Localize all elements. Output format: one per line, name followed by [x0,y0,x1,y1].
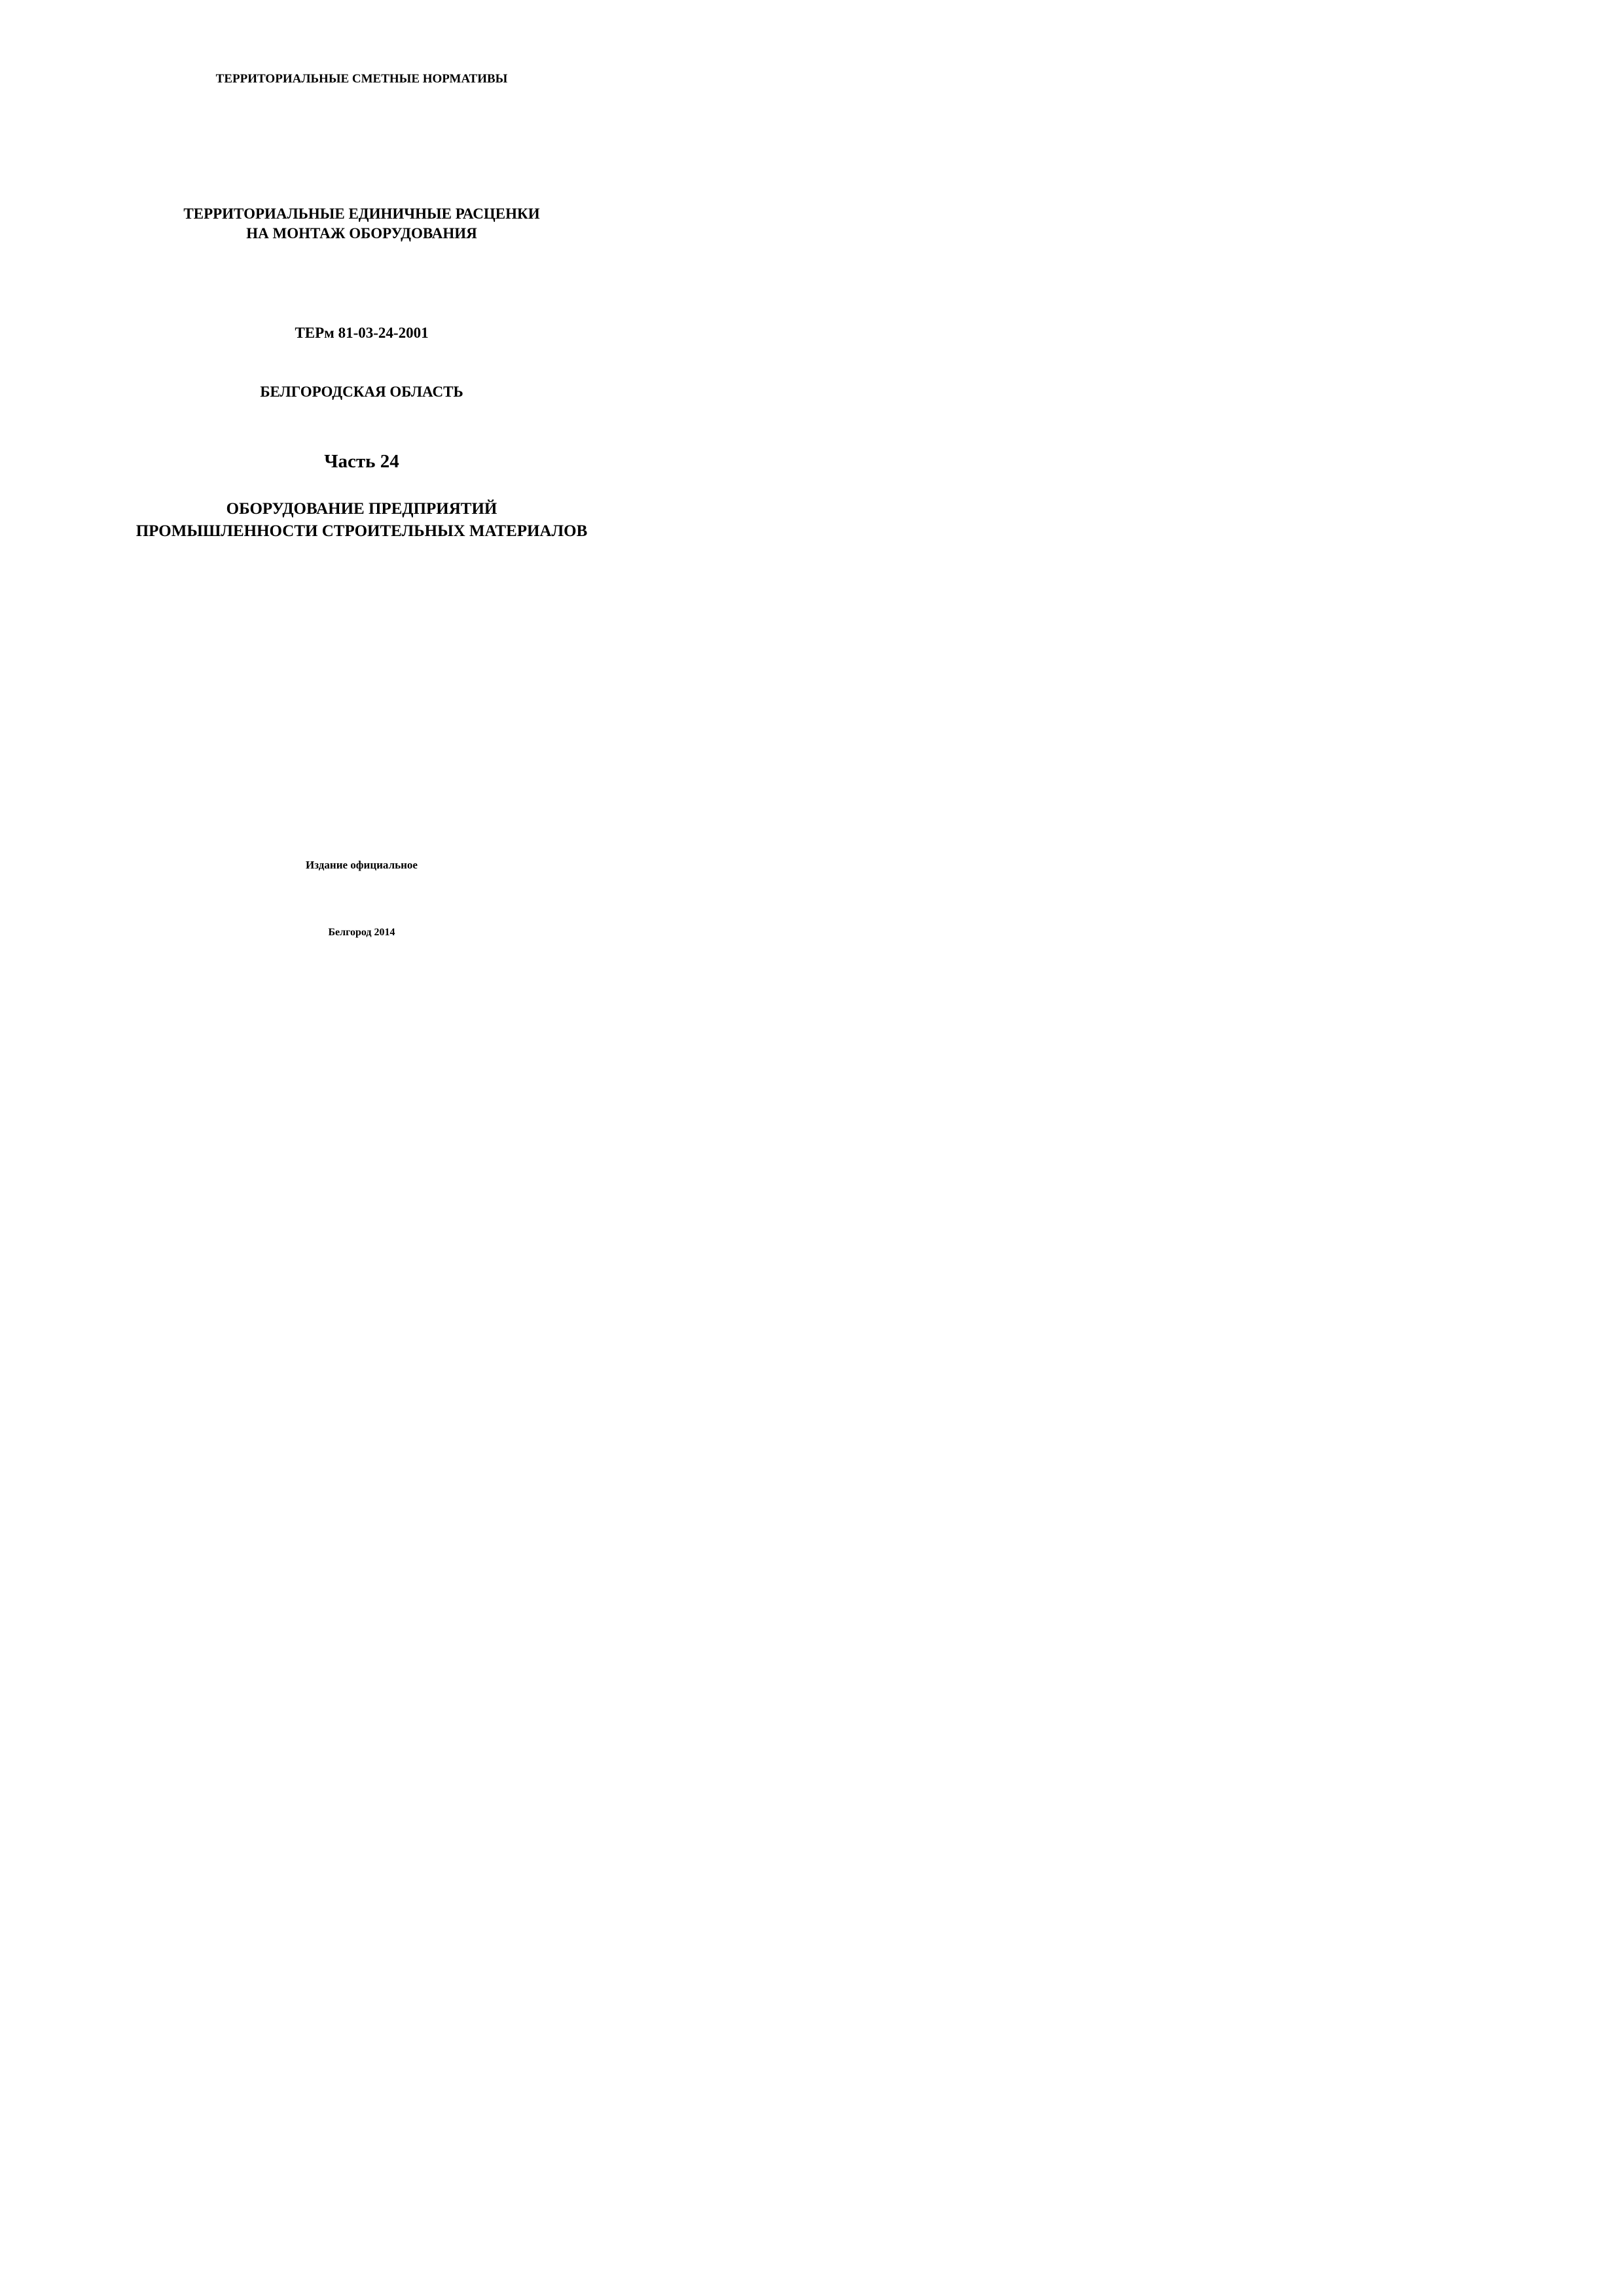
imprint-place-year: Белгород 2014 [328,927,395,938]
subject-title-line-1: ОБОРУДОВАНИЕ ПРЕДПРИЯТИЙ [226,500,497,518]
document-code: ТЕРм 81-03-24-2001 [295,325,429,341]
document-title-line-1: ТЕРРИТОРИАЛЬНЫЕ ЕДИНИЧНЫЕ РАСЦЕНКИ [183,206,540,222]
subject-title-line-2: ПРОМЫШЛЕННОСТИ СТРОИТЕЛЬНЫХ МАТЕРИАЛОВ [135,522,588,540]
region-heading: БЕЛГОРОДСКАЯ ОБЛАСТЬ [260,384,463,400]
edition-note: Издание официальное [306,859,418,871]
document-title-line-2: НА МОНТАЖ ОБОРУДОВАНИЯ [246,225,477,242]
part-number: Часть 24 [324,451,399,472]
series-heading: ТЕРРИТОРИАЛЬНЫЕ СМЕТНЫЕ НОРМАТИВЫ [215,72,508,86]
